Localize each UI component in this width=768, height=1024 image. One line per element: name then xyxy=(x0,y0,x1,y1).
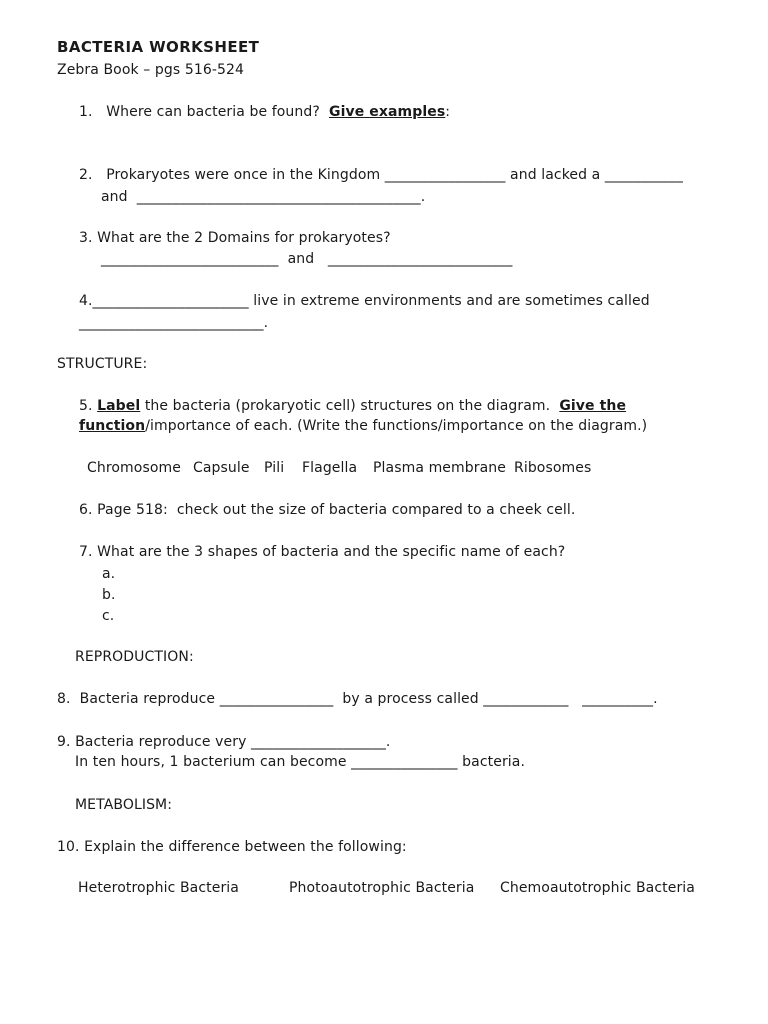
structure-term-ribosomes: Ribosomes xyxy=(514,460,592,476)
question-1-emphasis: Give examples xyxy=(329,104,446,120)
section-heading-metabolism: METABOLISM: xyxy=(75,797,173,813)
question-1-text: 1. Where can bacteria be found? xyxy=(79,104,329,120)
question-5-line-2 xyxy=(79,417,647,435)
question-3-line-2: _________________________ and __________________________ xyxy=(101,251,513,267)
question-3-line-1: 3. What are the 2 Domains for prokaryotes? xyxy=(79,230,391,246)
worksheet-title: BACTERIA WORKSHEET xyxy=(57,38,260,56)
question-5-give-the: Give the xyxy=(559,398,627,414)
question-5-number: 5. xyxy=(79,398,98,414)
section-heading-reproduction: REPRODUCTION: xyxy=(75,649,194,665)
bacteria-type-heterotrophic: Heterotrophic Bacteria xyxy=(78,880,239,896)
question-10: 10. Explain the difference between the following: xyxy=(57,839,407,855)
question-7-option-b: b. xyxy=(102,587,116,603)
section-heading-structure: STRUCTURE: xyxy=(57,356,148,372)
question-9-line-1: 9. Bacteria reproduce very ___________________. xyxy=(57,734,391,750)
question-5-label-word: Label xyxy=(97,398,141,414)
worksheet-subtitle: Zebra Book – pgs 516-524 xyxy=(57,62,245,78)
question-5-line-1 xyxy=(79,397,626,415)
question-9-line-2: In ten hours, 1 bacterium can become _______________ bacteria. xyxy=(75,754,526,770)
question-1-tail: : xyxy=(445,104,451,120)
question-4-line-2: __________________________. xyxy=(79,315,269,331)
structure-term-chromosome: Chromosome xyxy=(87,460,181,476)
question-7: 7. What are the 3 shapes of bacteria and the specific name of each? xyxy=(79,544,566,560)
structure-term-capsule: Capsule xyxy=(193,460,250,476)
question-1 xyxy=(79,103,450,121)
question-4-line-1: 4.______________________ live in extreme environments and are sometimes called xyxy=(79,293,650,309)
question-2-line-2: and ________________________________________. xyxy=(101,189,426,205)
structure-term-flagella: Flagella xyxy=(302,460,358,476)
structure-term-plasma-membrane: Plasma membrane xyxy=(373,460,506,476)
structure-term-pili: Pili xyxy=(264,460,285,476)
question-7-option-a: a. xyxy=(102,566,116,582)
question-8: 8. Bacteria reproduce ________________ by a process called ____________ __________. xyxy=(57,691,658,707)
question-5-function-word: function xyxy=(79,418,146,434)
question-5-mid: the bacteria (prokaryotic cell) structures on the diagram. xyxy=(140,398,560,414)
question-7-option-c: c. xyxy=(102,608,115,624)
question-6: 6. Page 518: check out the size of bacteria compared to a cheek cell. xyxy=(79,502,576,518)
bacteria-type-chemoautotrophic: Chemoautotrophic Bacteria xyxy=(500,880,695,896)
question-5-rest: /importance of each. (Write the functions/importance on the diagram.) xyxy=(145,418,648,434)
question-2-line-1: 2. Prokaryotes were once in the Kingdom _________________ and lacked a ___________ xyxy=(79,167,683,183)
bacteria-type-photoautotrophic: Photoautotrophic Bacteria xyxy=(289,880,475,896)
